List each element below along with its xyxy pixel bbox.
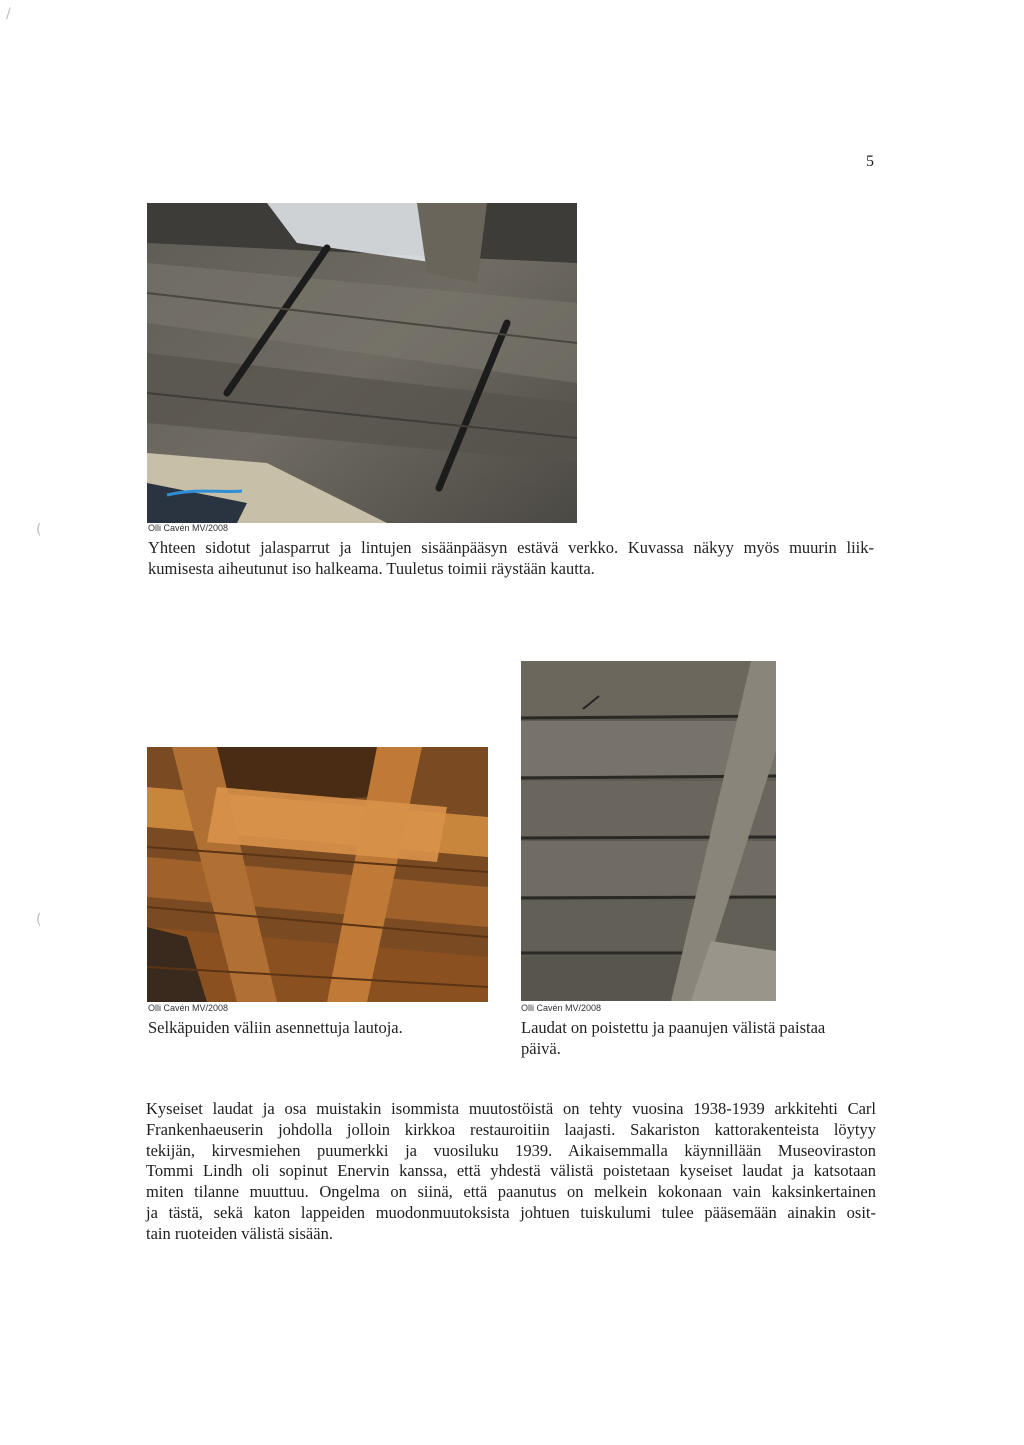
photo-grey-boards <box>521 661 776 1001</box>
scan-mark: ( <box>36 912 42 928</box>
photo-caption <box>148 1017 403 1038</box>
body-line: Kyseiset laudat ja osa muistakin isommista muutostöistä on tehty vuosina 1938-1939 arkkitehti Carl <box>146 1099 876 1118</box>
photo-caption <box>521 1017 825 1059</box>
photo-caption <box>148 537 874 579</box>
caption-line: Yhteen sidotut jalasparrut ja lintujen sisäänpääsyn estävä verkko. Kuvassa näkyy myös muurin liik- <box>148 538 874 557</box>
caption-line: Laudat on poistettu ja paanujen välistä paistaa <box>521 1018 826 1037</box>
caption-line: kumisesta aiheutunut iso halkeama. Tuuletus toimii räystään kautta. <box>148 559 595 578</box>
body-line: ja tästä, sekä katon lappeiden muodonmuutoksista johtuen tuiskulumi tulee pääsemään ainakin osit- <box>146 1202 876 1222</box>
body-line: Tommi Lindh oli sopinut Enervin kanssa, että yhdestä välistä poistetaan kyseiset laudat ja katsotaan <box>146 1161 876 1181</box>
body-line: miten tilanne muuttuu. Ongelma on siinä, että paanutus on melkein kokonaan vain kaksinkertainen <box>146 1182 876 1202</box>
caption-line: päivä. <box>521 1039 561 1058</box>
scan-mark: / <box>6 6 11 22</box>
photo-orange-rafters <box>147 747 488 1002</box>
body-line: tekijän, kirvesmiehen puumerkki ja vuosiluku 1939. Aikaisemmalla käynnillään Museoviraston <box>146 1140 876 1160</box>
photo-top-rafters <box>147 203 577 523</box>
photo-credit: Olli Cavén MV/2008 <box>148 523 229 533</box>
caption-line: Selkäpuiden väliin asennettuja lautoja. <box>148 1018 403 1037</box>
photo-credit: Olli Cavén MV/2008 <box>521 1003 602 1013</box>
body-line: tain ruoteiden välistä sisään. <box>146 1223 333 1243</box>
body-paragraph <box>146 1099 876 1245</box>
scan-mark: ( <box>36 522 42 538</box>
page-number: 5 <box>866 153 874 170</box>
photo-credit: Olli Cavén MV/2008 <box>148 1003 229 1013</box>
body-line: Frankenhaeuserin johdolla jolloin kirkkoa restauroitiin laajasti. Sakariston kattorakenteista löytyy <box>146 1119 876 1139</box>
